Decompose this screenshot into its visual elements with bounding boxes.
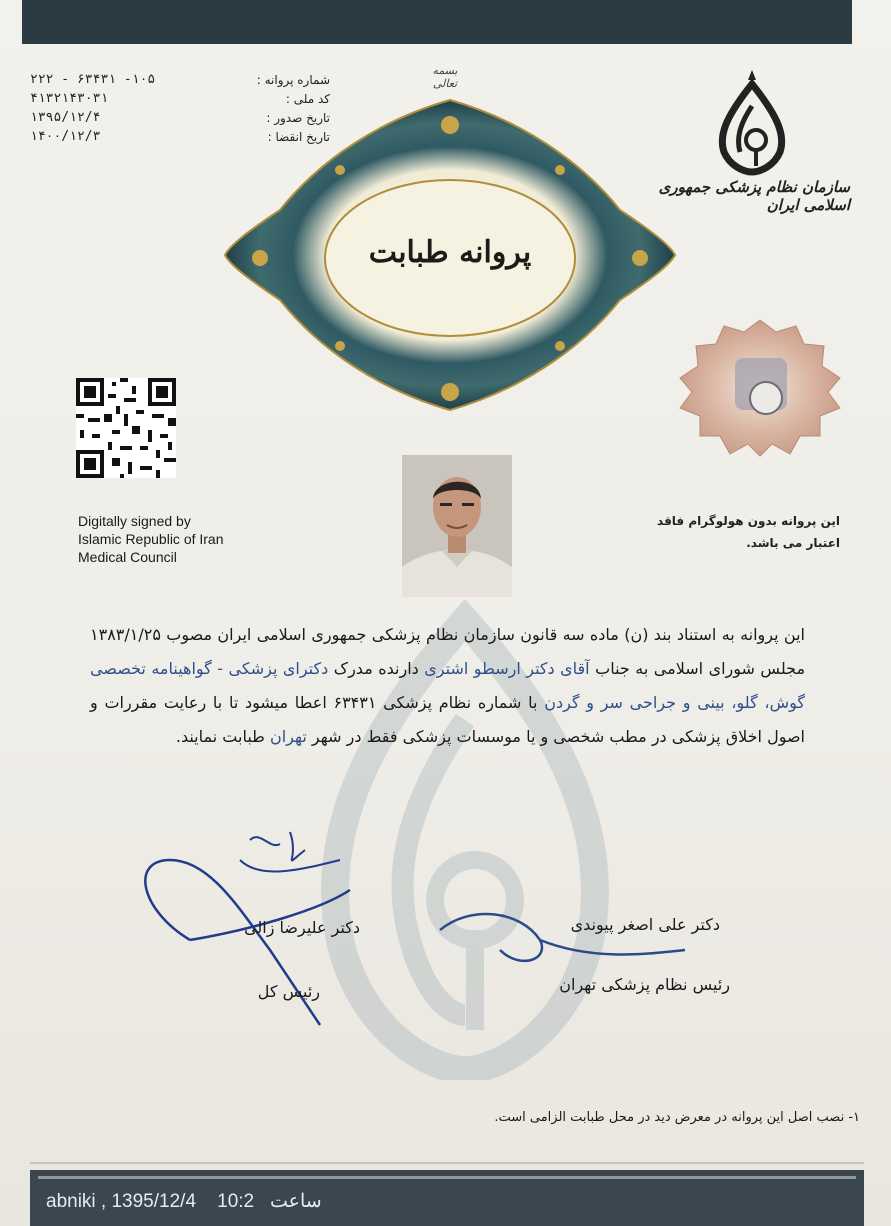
hologram-seal-icon <box>670 318 850 458</box>
hologram-note <box>640 510 840 554</box>
license-number-label: شماره پروانه : <box>256 73 330 87</box>
holder-photo <box>402 455 512 597</box>
issue-date-label: تاریخ صدور : <box>266 111 330 125</box>
invocation: بسمه تعالی <box>432 64 458 90</box>
national-id-value: ۴۱۳۲۱۴۳۰۳۱ <box>30 91 109 106</box>
expiry-date-label: تاریخ انقضا : <box>267 130 330 144</box>
body-part-3: با شماره نظام پزشکی ۶۳۴۳۱ اعطا میشود تا با رعایت مقررات و اصول اخلاق پزشکی در مطب شخصی و یا موسسات پزشکی فقط در شهر <box>90 693 805 746</box>
footer-divider <box>30 1162 864 1164</box>
digital-signature-line-1: Digitally signed by <box>78 513 191 529</box>
body-part-4: طبابت نمایند. <box>175 727 270 746</box>
doctor-name: آقای دکتر ارسطو اشتری <box>424 659 590 678</box>
signatory-right-role: رئیس نظام پزشکی تهران <box>559 975 730 994</box>
footer-time-label: ساعت <box>269 1191 322 1212</box>
footer-user-date: abniki , 1395/12/4 <box>46 1191 197 1212</box>
city: تهران <box>269 727 307 746</box>
display-requirement-note: ۱- نصب اصل این پروانه در معرض دید در محل طبابت الزامی است. <box>494 1110 860 1125</box>
national-id-label: کد ملی : <box>285 92 330 106</box>
top-frame-bar <box>22 0 852 44</box>
bottom-bar-line <box>38 1176 856 1179</box>
digital-signature-note <box>78 512 298 566</box>
qr-code-icon[interactable] <box>76 378 176 478</box>
expiry-date-value: ۱۴۰۰/۱۲/۳ <box>30 129 101 144</box>
meta-values <box>30 70 190 146</box>
issue-date-value: ۱۳۹۵/۱۲/۴ <box>30 110 101 125</box>
signatory-left-name: دکتر علیرضا زالی <box>244 918 360 937</box>
person-photo-icon <box>402 455 512 597</box>
digital-signature-line-3: Medical Council <box>78 549 177 565</box>
document-title: پروانه طبابت <box>368 235 532 270</box>
degree: دکترای پزشکی - گواهینامه تخصصی گوش، گلو، بینی و جراحی سر و گردن <box>90 659 805 712</box>
signatory-right-name: دکتر علی اصغر پیوندی <box>570 915 720 934</box>
footer-time: 10:2 <box>217 1191 255 1212</box>
license-number-value: ۲۲۲ - ۶۳۴۳۱ -۱۰۵ <box>30 72 156 87</box>
body-part-1: این پروانه به استناد بند (ن) ماده سه قانون سازمان نظام پزشکی جمهوری اسلامی ایران مصوب ۱۳۸۳/۱/۲۵ مجلس شورای اسلامی به جناب <box>90 625 806 678</box>
handwritten-signature-right <box>430 900 690 980</box>
hologram-note-line-1: این پروانه بدون هولوگرام فاقد <box>657 514 840 528</box>
footer-stamp <box>46 1190 322 1213</box>
hologram-note-line-2: اعتبار می باشد. <box>746 536 840 550</box>
digital-signature-line-2: Islamic Republic of Iran <box>78 531 224 547</box>
signatory-left-role: رئیس کل <box>257 982 320 1001</box>
organization-name: سازمان نظام پزشکی جمهوری اسلامی ایران <box>658 178 850 214</box>
body-part-2: دارنده مدرک <box>328 659 425 678</box>
license-body-text <box>90 618 805 754</box>
medical-council-logo-icon <box>712 66 792 176</box>
